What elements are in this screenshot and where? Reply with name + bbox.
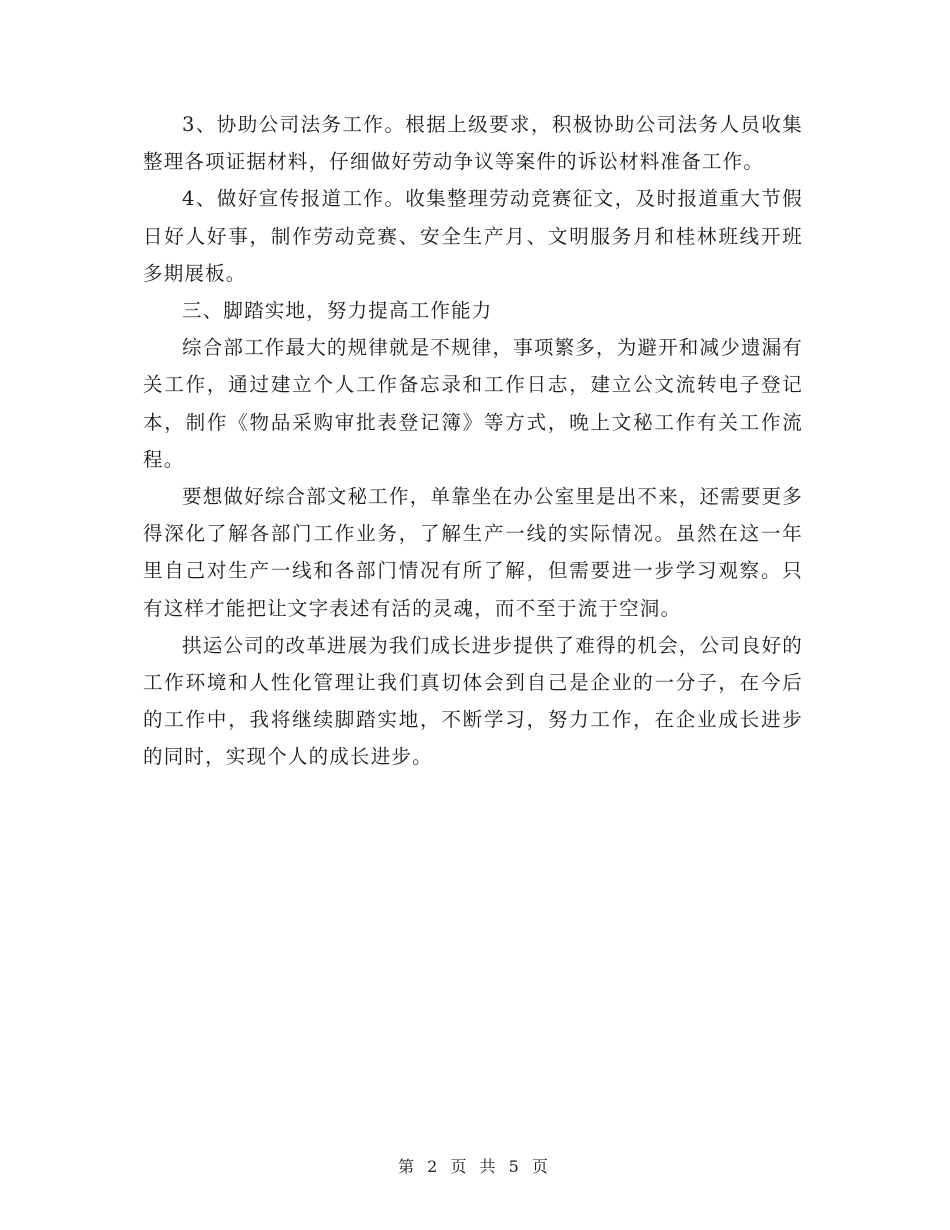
- paragraph-legal-assist: 3、协助公司法务工作。根据上级要求，积极协助公司法务人员收集整理各项证据材料，仔细做好劳动争议等案件的诉讼材料准备工作。: [143, 113, 803, 174]
- paragraph-understanding: 要想做好综合部文秘工作，单靠坐在办公室里是出不来，还需要更多得深化了解各部门工作业务，了解生产一线的实际情况。虽然在这一年里自己对生产一线和各部门情况有所了解，但需要进一步学习观察。只有这样才能把让文字表述有活的灵魂，而不至于流于空洞。: [143, 485, 804, 620]
- paragraph-workflow: 综合部工作最大的规律就是不规律，事项繁多，为避开和减少遗漏有关工作，通过建立个人工作备忘录和工作日志，建立公文流转电子登记本，制作《物品采购审批表登记簿》等方式，晚上文秘工作有关工作流程。: [143, 336, 804, 471]
- page-number-footer: 第 2 页 共 5 页: [398, 1157, 552, 1176]
- section-heading: 三、脚踏实地，努力提高工作能力: [182, 299, 493, 323]
- paragraph-outlook: 拱运公司的改革进展为我们成长进步提供了难得的机会，公司良好的工作环境和人性化管理让我们真切体会到自己是企业的一分子，在今后的工作中，我将继续脚踏实地，不断学习，努力工作，在企业成长进步的同时，实现个人的成长进步。: [143, 633, 804, 769]
- paragraph-publicity: 4、做好宣传报道工作。收集整理劳动竞赛征文，及时报道重大节假日好人好事，制作劳动竞赛、安全生产月、文明服务月和桂林班线开班多期展板。: [143, 187, 803, 285]
- document-body: [143, 106, 803, 776]
